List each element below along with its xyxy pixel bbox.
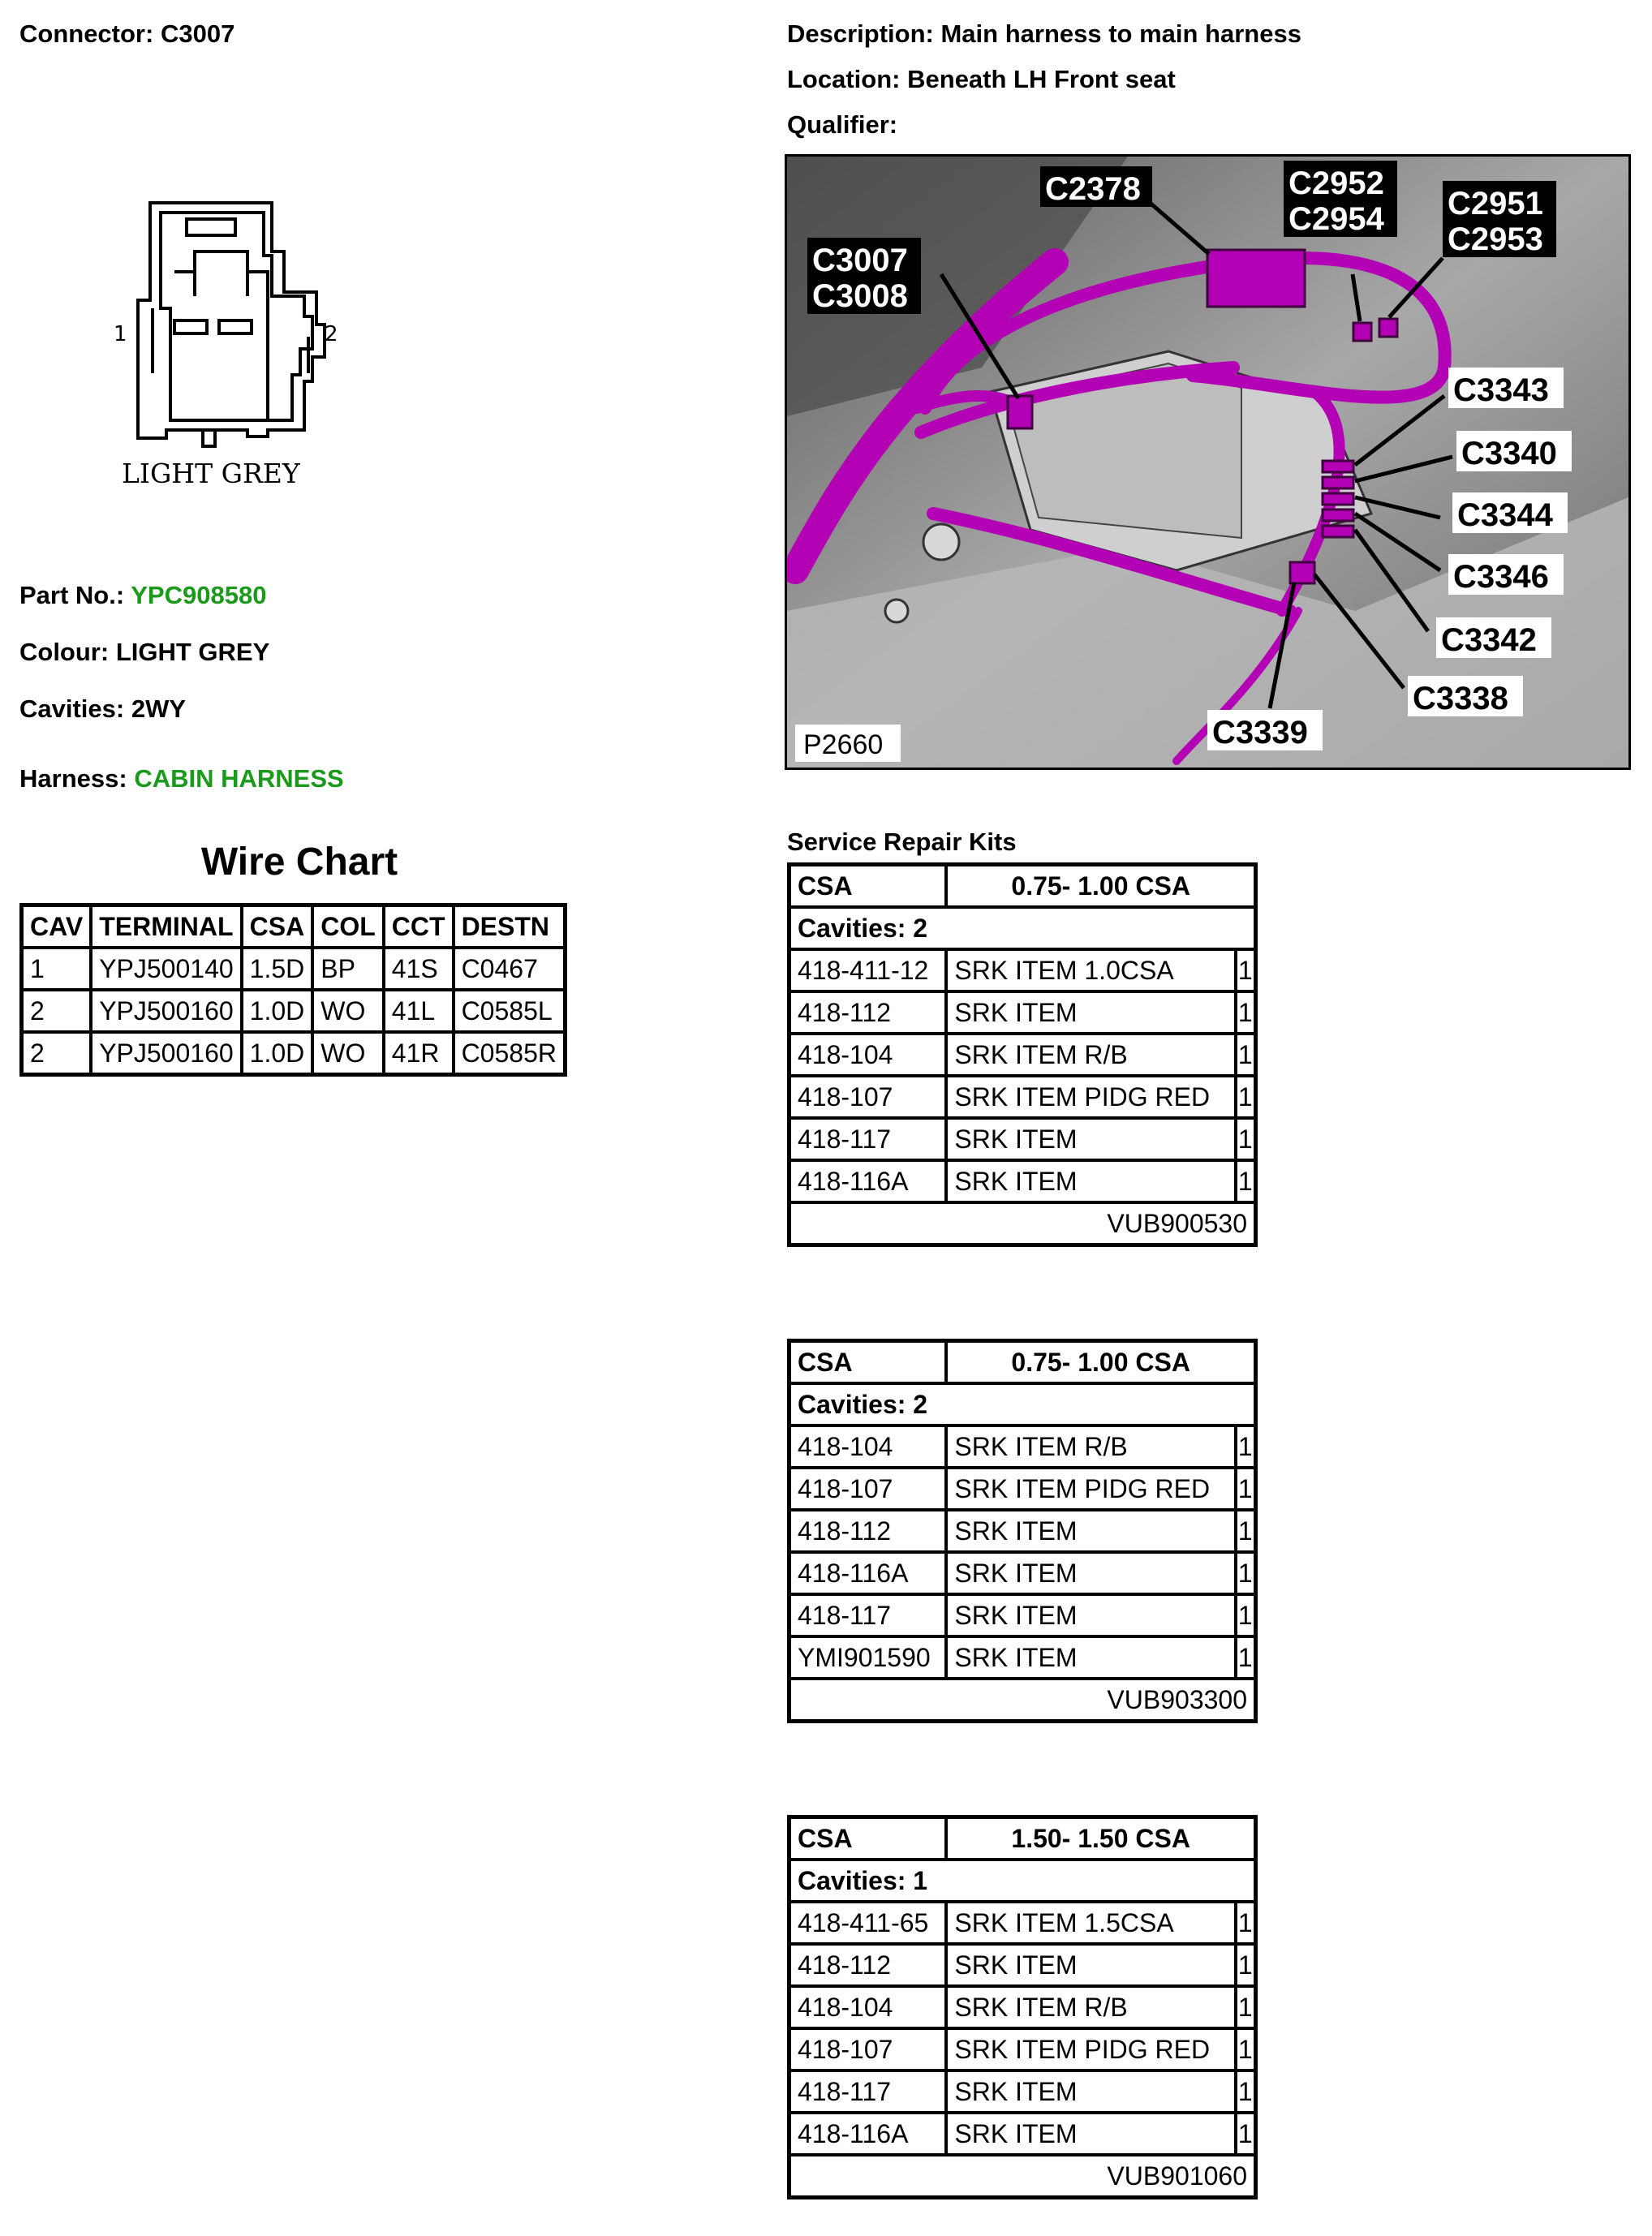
callout-c3343: C3343	[1453, 372, 1549, 408]
srk-qty: 1	[1236, 949, 1256, 991]
srk-description: SRK ITEM R/B	[946, 1986, 1235, 2028]
table-row	[789, 1986, 1256, 2028]
srk-part-number: 418-411-65	[789, 1902, 947, 1944]
col-csa: CSA	[242, 905, 313, 948]
cell-cct: 41R	[384, 1032, 454, 1075]
srk-part-number: YMI901590	[789, 1636, 947, 1679]
srk-qty: 1	[1236, 1510, 1256, 1552]
col-terminal: TERMINAL	[91, 905, 241, 948]
srk-csa-value: 1.50- 1.50 CSA	[946, 1817, 1255, 1860]
cell-destn[interactable]: C0467	[454, 948, 566, 990]
cell-csa: 1.0D	[242, 990, 313, 1032]
srk-kit-number-row	[789, 1202, 1256, 1245]
table-row	[789, 1510, 1256, 1552]
srk-qty: 1	[1236, 1118, 1256, 1160]
srk-part-number: 418-104	[789, 1986, 947, 2028]
callout-c2378: C2378	[1045, 171, 1141, 207]
srk-description: SRK ITEM PIDG RED	[946, 1468, 1235, 1510]
pin-2-label: 2	[325, 322, 338, 346]
srk-part-number: 418-112	[789, 991, 947, 1034]
srk-qty: 1	[1236, 1076, 1256, 1118]
srk-description: SRK ITEM 1.0CSA	[946, 949, 1235, 991]
table-row	[789, 1552, 1256, 1594]
srk-qty: 1	[1236, 2028, 1256, 2070]
srk-description: SRK ITEM PIDG RED	[946, 1076, 1235, 1118]
srk-csa-label: CSA	[789, 865, 947, 908]
srk-qty: 1	[1236, 2113, 1256, 2155]
harness-link[interactable]: CABIN HARNESS	[134, 764, 344, 793]
srk-table	[787, 1339, 1258, 1723]
connector-face-diagram	[73, 195, 381, 503]
srk-description: SRK ITEM	[946, 2113, 1235, 2155]
table-row	[789, 1118, 1256, 1160]
callout-c2954: C2954	[1288, 201, 1384, 237]
callout-c2952: C2952	[1288, 166, 1384, 201]
table-row	[789, 1076, 1256, 1118]
connector-colour-caption: LIGHT GREY	[122, 458, 300, 489]
description-heading	[787, 19, 1301, 49]
table-row	[22, 990, 566, 1032]
srk-qty: 1	[1236, 1944, 1256, 1986]
srk-description: SRK ITEM	[946, 1636, 1235, 1679]
srk-description: SRK ITEM PIDG RED	[946, 2028, 1235, 2070]
connector-c2952-block	[1353, 323, 1371, 341]
srk-description: SRK ITEM 1.5CSA	[946, 1902, 1235, 1944]
location-photo-svg	[787, 157, 1628, 768]
srk-cavities-row	[789, 907, 1256, 949]
srk-csa-label: CSA	[789, 1817, 947, 1860]
table-row	[789, 1160, 1256, 1202]
srk-header-row	[789, 1341, 1256, 1384]
srk-part-number: 418-104	[789, 1425, 947, 1468]
part-number-row	[19, 581, 266, 610]
col-cct: CCT	[384, 905, 454, 948]
srk-description: SRK ITEM	[946, 1552, 1235, 1594]
srk-description: SRK ITEM	[946, 1944, 1235, 1986]
srk-part-number: 418-107	[789, 1076, 947, 1118]
srk-qty: 1	[1236, 1594, 1256, 1636]
srk-kit-number-row	[789, 1679, 1256, 1722]
callout-c3344: C3344	[1457, 497, 1553, 533]
callout-c3339: C3339	[1212, 715, 1308, 750]
srk-title: Service Repair Kits	[787, 828, 1017, 856]
table-row	[789, 1944, 1256, 1986]
srk-description: SRK ITEM	[946, 2070, 1235, 2113]
connector-label: Connector:	[19, 19, 154, 48]
table-row	[789, 1034, 1256, 1076]
cell-cct: 41L	[384, 990, 454, 1032]
callout-c3007: C3007	[812, 243, 908, 278]
part-number-link[interactable]: YPC908580	[131, 581, 267, 609]
cavities-value: 2WY	[131, 694, 187, 723]
connector-face-drawing	[73, 195, 381, 503]
callout-c2951: C2951	[1448, 186, 1543, 221]
srk-part-number: 418-112	[789, 1944, 947, 1986]
srk-description: SRK ITEM	[946, 1118, 1235, 1160]
srk-part-number: 418-112	[789, 1510, 947, 1552]
srk-description: SRK ITEM R/B	[946, 1034, 1235, 1076]
srk-part-number: 418-107	[789, 2028, 947, 2070]
connector-c2378-block	[1207, 250, 1305, 307]
cavities-row	[19, 694, 186, 724]
cell-col: WO	[312, 990, 384, 1032]
srk-description: SRK ITEM R/B	[946, 1425, 1235, 1468]
location-photo	[785, 154, 1631, 770]
srk-header-row	[789, 865, 1256, 908]
col-cav: CAV	[22, 905, 92, 948]
srk-qty: 1	[1236, 1902, 1256, 1944]
srk-qty: 1	[1236, 2070, 1256, 2113]
srk-part-number: 418-116A	[789, 1160, 947, 1202]
table-row	[789, 1636, 1256, 1679]
srk-cavities: Cavities: 2	[789, 1383, 1256, 1425]
srk-kit-number[interactable]: VUB900530	[789, 1202, 1256, 1245]
srk-cavities: Cavities: 1	[789, 1860, 1256, 1902]
srk-csa-label: CSA	[789, 1341, 947, 1384]
connector-c2951-block	[1379, 319, 1397, 337]
qualifier-heading	[787, 110, 897, 140]
cell-destn[interactable]: C0585L	[454, 990, 566, 1032]
wire-chart-header-row	[22, 905, 566, 948]
table-row	[789, 2070, 1256, 2113]
srk-qty: 1	[1236, 1636, 1256, 1679]
callout-c3342: C3342	[1441, 622, 1537, 658]
col-col: COL	[312, 905, 384, 948]
table-row	[789, 2113, 1256, 2155]
connector-value: C3007	[160, 19, 235, 48]
srk-cavities-row	[789, 1383, 1256, 1425]
cavities-label: Cavities:	[19, 694, 125, 723]
floor-grommet-small	[885, 600, 908, 622]
location-value: Beneath LH Front seat	[907, 65, 1176, 93]
srk-part-number: 418-116A	[789, 2113, 947, 2155]
srk-csa-value: 0.75- 1.00 CSA	[946, 1341, 1255, 1384]
table-row	[789, 1425, 1256, 1468]
srk-description: SRK ITEM	[946, 1160, 1235, 1202]
srk-table	[787, 862, 1258, 1247]
table-row	[789, 1902, 1256, 1944]
harness-row	[19, 764, 344, 793]
srk-part-number: 418-117	[789, 1594, 947, 1636]
srk-kit-number[interactable]: VUB901060	[789, 2155, 1256, 2198]
srk-qty: 1	[1236, 1160, 1256, 1202]
callout-c3340: C3340	[1461, 436, 1557, 471]
srk-part-number: 418-116A	[789, 1552, 947, 1594]
srk-header-row	[789, 1817, 1256, 1860]
srk-qty: 1	[1236, 1425, 1256, 1468]
cell-csa: 1.0D	[242, 1032, 313, 1075]
srk-part-number: 418-104	[789, 1034, 947, 1076]
colour-label: Colour:	[19, 638, 110, 666]
srk-part-number: 418-411-12	[789, 949, 947, 991]
location-heading	[787, 65, 1176, 94]
table-row	[789, 949, 1256, 991]
srk-description: SRK ITEM	[946, 1510, 1235, 1552]
figure-id: P2660	[803, 729, 884, 760]
srk-description: SRK ITEM	[946, 1594, 1235, 1636]
table-row	[789, 1594, 1256, 1636]
cell-terminal: YPJ500160	[91, 990, 241, 1032]
srk-qty: 1	[1236, 1552, 1256, 1594]
description-value: Main harness to main harness	[940, 19, 1301, 48]
cell-col: WO	[312, 1032, 384, 1075]
srk-part-number: 418-117	[789, 2070, 947, 2113]
srk-cavities-row	[789, 1860, 1256, 1902]
srk-qty: 1	[1236, 991, 1256, 1034]
cell-terminal: YPJ500140	[91, 948, 241, 990]
wire-chart-table	[19, 903, 567, 1077]
qualifier-label: Qualifier:	[787, 110, 898, 139]
cell-csa: 1.5D	[242, 948, 313, 990]
srk-csa-value: 0.75- 1.00 CSA	[946, 865, 1255, 908]
connector-heading	[19, 19, 234, 49]
colour-row	[19, 638, 269, 667]
part-label: Part No.:	[19, 581, 125, 609]
harness-label: Harness:	[19, 764, 127, 793]
table-row	[789, 1468, 1256, 1510]
cell-terminal: YPJ500160	[91, 1032, 241, 1075]
srk-qty: 1	[1236, 1468, 1256, 1510]
srk-kit-number[interactable]: VUB903300	[789, 1679, 1256, 1722]
description-label: Description:	[787, 19, 934, 48]
floor-grommet	[923, 524, 959, 560]
colour-value: LIGHT GREY	[115, 638, 270, 666]
srk-qty: 1	[1236, 1986, 1256, 2028]
location-label: Location:	[787, 65, 901, 93]
callout-c3338: C3338	[1413, 681, 1508, 716]
srk-qty: 1	[1236, 1034, 1256, 1076]
pin-1-label: 1	[114, 322, 127, 346]
srk-part-number: 418-117	[789, 1118, 947, 1160]
cell-destn[interactable]: C0585R	[454, 1032, 566, 1075]
table-row	[789, 2028, 1256, 2070]
cell-cav: 2	[22, 990, 92, 1032]
wire-chart-title: Wire Chart	[200, 841, 398, 884]
srk-cavities: Cavities: 2	[789, 907, 1256, 949]
table-row	[22, 948, 566, 990]
cell-col: BP	[312, 948, 384, 990]
callout-c3008: C3008	[812, 278, 908, 314]
srk-description: SRK ITEM	[946, 991, 1235, 1034]
col-destn: DESTN	[454, 905, 566, 948]
table-row	[789, 991, 1256, 1034]
srk-kit-number-row	[789, 2155, 1256, 2198]
callout-c3346: C3346	[1453, 559, 1549, 595]
callout-c2953: C2953	[1448, 221, 1543, 257]
srk-table	[787, 1815, 1258, 2199]
srk-part-number: 418-107	[789, 1468, 947, 1510]
cell-cct: 41S	[384, 948, 454, 990]
cell-cav: 1	[22, 948, 92, 990]
connector-c3007-block	[1008, 396, 1032, 428]
table-row	[22, 1032, 566, 1075]
cell-cav: 2	[22, 1032, 92, 1075]
